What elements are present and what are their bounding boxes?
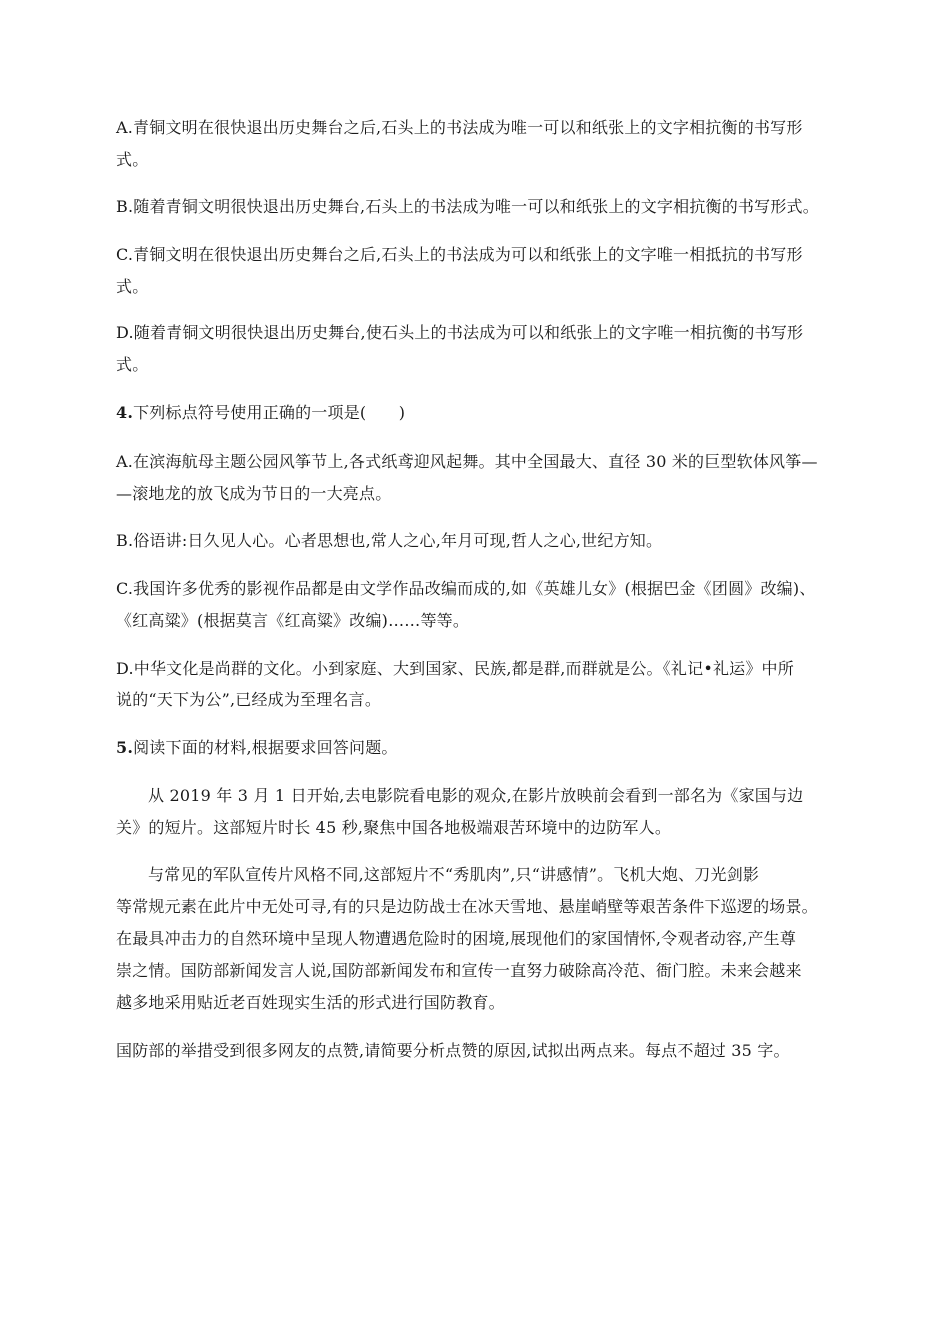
q4-stem: 下列标点符号使用正确的一项是( ): [133, 403, 406, 422]
q5-heading: [116, 737, 398, 759]
q5-question: 国防部的举措受到很多网友的点赞,请简要分析点赞的原因,试拟出两点来。每点不超过 35 字。: [116, 1041, 790, 1060]
q5-number: 5.: [116, 738, 134, 757]
q5-passage-p2-cont: 在最具冲击力的自然环境中呈现人物遭遇危险时的困境,展现他们的家国情怀,令观者动容,产生尊: [116, 929, 797, 948]
q5-passage-p1: 从 2019 年 3 月 1 日开始,去电影院看电影的观众,在影片放映前会看到一部名为《家国与边: [148, 786, 804, 805]
q5-passage-p2-cont: 等常规元素在此片中无处可寻,有的只是边防战士在冰天雪地、悬崖峭壁等艰苦条件下巡逻的场景。: [116, 897, 818, 916]
q3-option-c-cont: 式。: [116, 277, 149, 296]
q3-option-a: A.青铜文明在很快退出历史舞台之后,石头上的书法成为唯一可以和纸张上的文字相抗衡的书写形: [116, 118, 803, 137]
q3-option-c: C.青铜文明在很快退出历史舞台之后,石头上的书法成为可以和纸张上的文字唯一相抵抗的书写形: [116, 245, 803, 264]
q5-passage-p2-cont: 崇之情。国防部新闻发言人说,国防部新闻发布和宣传一直努力破除高冷范、衙门腔。未来会越来: [116, 961, 802, 980]
q4-number: 4.: [116, 403, 134, 422]
q4-option-d: D.中华文化是尚群的文化。小到家庭、大到国家、民族,都是群,而群就是公。《礼记•礼运》中所: [116, 659, 794, 678]
q3-option-d: D.随着青铜文明很快退出历史舞台,使石头上的书法成为可以和纸张上的文字唯一相抗衡的书写形: [116, 323, 804, 342]
q5-passage-p1-cont: 关》的短片。这部短片时长 45 秒,聚焦中国各地极端艰苦环境中的边防军人。: [116, 818, 672, 837]
q4-option-a-cont: —滚地龙的放飞成为节日的一大亮点。: [116, 484, 392, 503]
q5-passage-p2: 与常见的军队宣传片风格不同,这部短片不“秀肌肉”,只“讲感情”。飞机大炮、刀光剑影: [148, 865, 760, 884]
q4-option-b: B.俗语讲:日久见人心。心者思想也,常人之心,年月可现,哲人之心,世纪方知。: [116, 531, 663, 550]
q4-option-c-cont: 《红高粱》(根据莫言《红高粱》改编)……等等。: [116, 611, 470, 630]
q5-passage-p2-cont: 越多地采用贴近老百姓现实生活的形式进行国防教育。: [116, 993, 505, 1012]
q3-option-a-cont: 式。: [116, 150, 149, 169]
q4-option-c: C.我国许多优秀的影视作品都是由文学作品改编而成的,如《英雄儿女》(根据巴金《团圆》改编)、: [116, 579, 816, 598]
q4-heading: [116, 402, 405, 424]
q3-option-d-cont: 式。: [116, 355, 149, 374]
q5-stem: 阅读下面的材料,根据要求回答问题。: [133, 738, 398, 757]
q3-option-b: B.随着青铜文明很快退出历史舞台,石头上的书法成为唯一可以和纸张上的文字相抗衡的书写形式。: [116, 197, 819, 216]
q4-option-d-cont: 说的“天下为公”,已经成为至理名言。: [116, 690, 382, 709]
q4-option-a: A.在滨海航母主题公园风筝节上,各式纸鸢迎风起舞。其中全国最大、直径 30 米的巨型软体风筝—: [116, 452, 818, 471]
